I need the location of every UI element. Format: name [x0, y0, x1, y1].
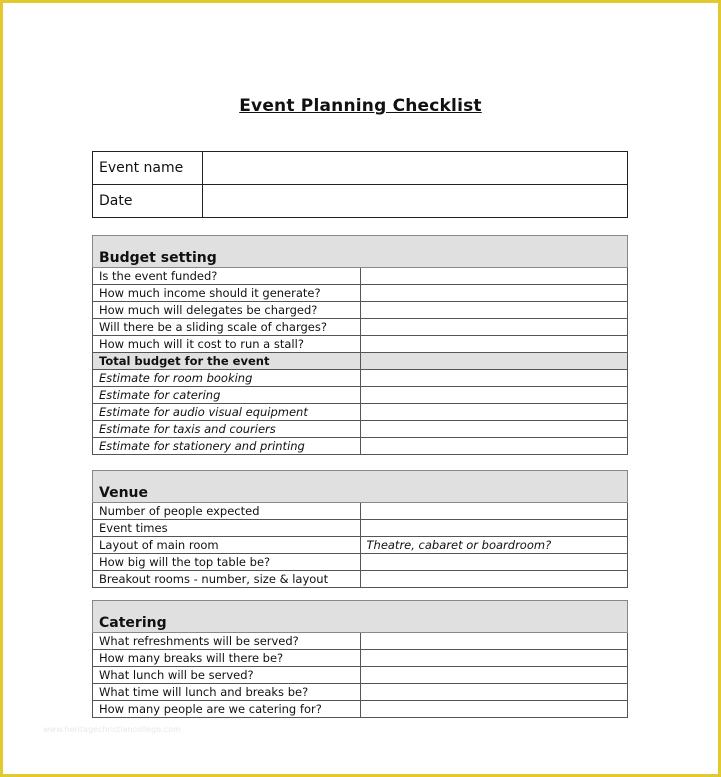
- budget-setting-table: [92, 235, 628, 455]
- table-row: [93, 667, 628, 684]
- table-row: [93, 701, 628, 718]
- estimate-label: Estimate for catering: [93, 387, 361, 404]
- answer-cell[interactable]: [360, 667, 628, 684]
- catering-header-row: [93, 601, 628, 633]
- question-label: How big will the top table be?: [93, 554, 361, 571]
- budget-header-row: [93, 236, 628, 268]
- question-label: What lunch will be served?: [93, 667, 361, 684]
- table-row: [93, 650, 628, 667]
- table-row: [93, 503, 628, 520]
- date-row: [93, 185, 628, 218]
- table-row: [93, 285, 628, 302]
- question-label: How many people are we catering for?: [93, 701, 361, 718]
- table-row: [93, 633, 628, 650]
- total-budget-label: Total budget for the event: [93, 353, 361, 370]
- answer-cell[interactable]: [360, 633, 628, 650]
- table-row: [93, 537, 628, 554]
- catering-section-header: Catering: [93, 601, 628, 633]
- question-label: Number of people expected: [93, 503, 361, 520]
- budget-section-header: Budget setting: [93, 236, 628, 268]
- answer-cell[interactable]: Theatre, cabaret or boardroom?: [360, 537, 628, 554]
- answer-cell[interactable]: [360, 285, 628, 302]
- question-label: Breakout rooms - number, size & layout: [93, 571, 361, 588]
- estimate-label: Estimate for room booking: [93, 370, 361, 387]
- answer-cell[interactable]: [360, 319, 628, 336]
- event-info-table: [92, 151, 628, 218]
- answer-cell[interactable]: [360, 336, 628, 353]
- event-name-field[interactable]: [203, 152, 628, 185]
- date-field[interactable]: [203, 185, 628, 218]
- venue-section-header: Venue: [93, 471, 628, 503]
- answer-cell[interactable]: [360, 503, 628, 520]
- catering-table: [92, 600, 628, 718]
- venue-table: [92, 470, 628, 588]
- answer-cell[interactable]: [360, 302, 628, 319]
- venue-header-row: [93, 471, 628, 503]
- question-label: How many breaks will there be?: [93, 650, 361, 667]
- estimate-label: Estimate for audio visual equipment: [93, 404, 361, 421]
- question-label: Will there be a sliding scale of charges?: [93, 319, 361, 336]
- answer-cell[interactable]: [360, 370, 628, 387]
- answer-cell[interactable]: [360, 268, 628, 285]
- answer-cell[interactable]: [360, 520, 628, 537]
- event-name-label: Event name: [93, 152, 203, 185]
- table-row: [93, 520, 628, 537]
- table-row: [93, 421, 628, 438]
- total-budget-cell[interactable]: [360, 353, 628, 370]
- answer-cell[interactable]: [360, 438, 628, 455]
- question-label: Event times: [93, 520, 361, 537]
- table-row: [93, 571, 628, 588]
- answer-cell[interactable]: [360, 554, 628, 571]
- question-label: What time will lunch and breaks be?: [93, 684, 361, 701]
- table-row: [93, 319, 628, 336]
- answer-cell[interactable]: [360, 701, 628, 718]
- answer-cell[interactable]: [360, 387, 628, 404]
- question-label: How much will it cost to run a stall?: [93, 336, 361, 353]
- date-label: Date: [93, 185, 203, 218]
- table-row: [93, 438, 628, 455]
- question-label: Is the event funded?: [93, 268, 361, 285]
- page-title: Event Planning Checklist: [239, 96, 482, 116]
- total-budget-row: [93, 353, 628, 370]
- table-row: [93, 370, 628, 387]
- watermark: www.heritagechristiancollege.com: [43, 725, 181, 734]
- estimate-label: Estimate for taxis and couriers: [93, 421, 361, 438]
- question-label: What refreshments will be served?: [93, 633, 361, 650]
- table-row: [93, 268, 628, 285]
- answer-cell[interactable]: [360, 571, 628, 588]
- event-name-row: [93, 152, 628, 185]
- table-row: [93, 404, 628, 421]
- table-row: [93, 684, 628, 701]
- table-row: [93, 387, 628, 404]
- answer-cell[interactable]: [360, 421, 628, 438]
- question-label: How much will delegates be charged?: [93, 302, 361, 319]
- table-row: [93, 336, 628, 353]
- answer-cell[interactable]: [360, 404, 628, 421]
- table-row: [93, 554, 628, 571]
- answer-cell[interactable]: [360, 684, 628, 701]
- question-label: Layout of main room: [93, 537, 361, 554]
- answer-cell[interactable]: [360, 650, 628, 667]
- table-row: [93, 302, 628, 319]
- estimate-label: Estimate for stationery and printing: [93, 438, 361, 455]
- question-label: How much income should it generate?: [93, 285, 361, 302]
